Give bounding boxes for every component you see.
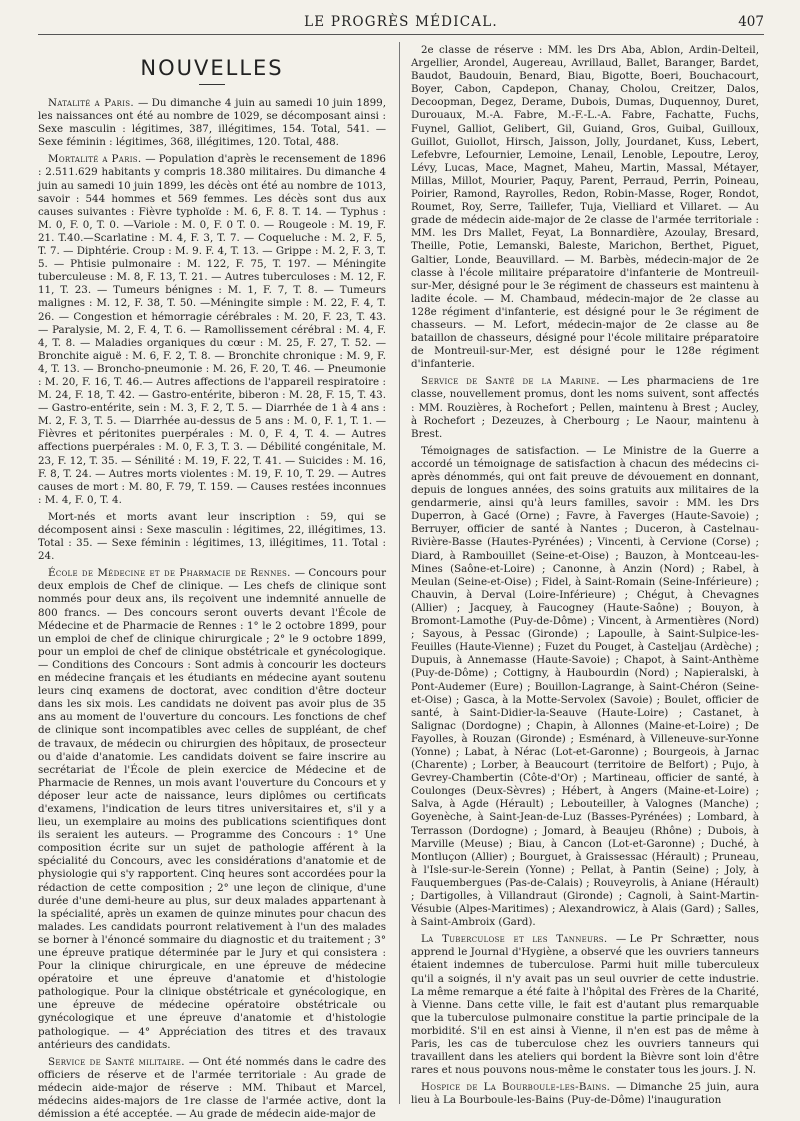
news-item-text: 2e classe de réserve : MM. les Drs Aba, Ablon, Ardin-Delteil, Argellier, Arondel, Augereau, Avrillaud, Ballet, Baranger, Bardet, Baudot, Baudouin, Benard, Biau, Bigotte, Boeri, Bouchacourt, Boyer, Cabon, Capdepon, Chanay, Cholou, Creitzer, Dalos, Decoopman, Degez, Derame, Dubois, Dumas, Duquennoy, Duret, Durouaux, M.-A. Fabre, M.-F.-L.-A. Fabre, Fachatte, Fuchs, Fuynel, Galliot, Gelibert, Gil, Guiand, Gros, Guibal, Guilloux, Guillot, Guiollot, Hirsch, Jaisson, Jolly, Jourdanet, Kuss, Lebert, Lefebvre, Lefournier, Lemoine, Lenail, Lenoble, Lepoutre, Leroy, Lévy, Lucas, Mace, Magnet, Maheu, Martin, Massal, Métayer, Millas, Millot, Mourier, Paquy, Parent, Perraud, Perrin, Poineau, Poirier, Ramond, Rayrolles, Redon, Robin-Masse, Roger, Rondot, Roumet, Roy, Serre, Taillefer, Tuja, Vielliard et Villaret. — Au grade de médecin aide-major de 2e classe de l'armée territoriale : MM. les Drs Mallet, Feyat, La Bonnardière, Azoulay, Bresard, Theille, Potie, Lemanski, Baleste, Marichon, Berthet, Piguet, Galtier, Londe, Beauvillard. — M. Barbès, médecin-major de 2e classe à l'école militaire préparatoire d'infanterie de Montreuil-sur-Mer, désigné pour le 3e régiment de chasseurs est maintenu à ladite école. — M. Chambaud, médecin-major de 2e classe au 128e régiment d'infanterie, est désigné pour le 3e régiment de chasseurs. — M. Lefort, médecin-major de 2e classe au 8e bataillon de chasseurs, désigné pour l'école militaire préparatoire de Montreuil-sur-Mer, est désigné pour le 128e régiment d'infanterie.: [411, 44, 759, 371]
news-item-lead: Hospice de La Bourboule-les-Bains. —: [421, 1081, 627, 1094]
news-item-text: Concours pour deux emplois de Chef de clinique. — Les chefs de clinique sont nommés pour deux ans, ils reçoivent une indemnité annuelle de 800 francs. — Des concours seront ouverts devant l'École de Médecine et de Pharmacie de Rennes : 1° le 2 octobre 1899, pour un emploi de chef de clinique chirurgicale ; 2° le 9 octobre 1899, pour un emploi de chef de clinique obstétricale et gynécologique. — Conditions des Concours : Sont admis à concourir les docteurs en médecine français et les étudiants en médecine ayant soutenu leurs cinq examens de doctorat, avec condition d'être docteur dans les six mois. Les candidats ne doivent pas avoir plus de 35 ans au moment de l'ouverture du concours. Les fonctions de chef de clinique sont incompatibles avec celles de suppléant, de chef de travaux, de médecin ou chirurgien des hôpitaux, de prosecteur ou d'aide d'anatomie. Les candidats doivent se faire inscrire au secrétariat de l'École de plein exercice de Médecine et de Pharmacie de Rennes, un mois avant l'ouverture du Concours et y déposer leur acte de naissance, leurs diplômes ou certificats d'examens, l'indication de leurs titres universitaires et, s'il y a lieu, un exemplaire au moins des publications scientifiques dont ils seraient les auteurs. — Programme des Concours : 1° Une composition écrite sur un sujet de pathologie afférent à la spécialité du Concours, avec les considérations d'anatomie et de physiologie qui s'y rapportent. Cinq heures sont accordées pour la rédaction de cette composition ; 2° une leçon de clinique, d'une durée d'une demi-heure au plus, sur deux malades appartenant à la spécialité, après un examen de quinze minutes pour chacun des malades. Les candidats pourront relativement à l'un des malades se borner à l'énoncé sommaire du diagnostic et du traitement ; 3° une épreuve pratique déterminée par le Jury et qui consistera : Pour la clinique chirurgicale, en une épreuve de médecine opératoire et une épreuve d'anatomie et d'histologie pathologique. Pour la clinique obstétricale et gynécologique, en une épreuve de médecine opératoire obstétricale ou gynécologique et une épreuve d'anatomie et d'histologie pathologique. — 4° Appréciation des titres et des travaux antérieurs des candidats.: [38, 567, 386, 1051]
left-column: [38, 44, 386, 1121]
news-item-text: Le Pr Schrætter, nous apprend le Journal d'Hygiène, a observé que les ouvriers tanneurs étaient indemnes de tuberculose. Parmi huit mille tuberculeux qu'il a soignés, il n'y avait pas un seul ouvrier de cette industrie. La même remarque a été faite à l'hôpital des Frères de la Charité, à Vienne. Dans cette ville, le fait est d'autant plus remarquable que la tuberculose pulmonaire constitue la partie principale de la morbidité. S'il en est ainsi à Vienne, il n'en est pas de même à Paris, les cas de tuberculose chez les ouvriers tanneurs qui travaillent dans les ateliers qui bordent la Bièvre sont loin d'être rares et nous pouvons nous-même le constater tous les jours. J. N.: [411, 933, 759, 1077]
news-item-lead: Natalité a Paris. —: [48, 97, 149, 109]
news-item-reserve-list: [411, 44, 759, 371]
news-item-lead: Mortalité a Paris. —: [48, 153, 156, 166]
right-column: [411, 44, 760, 1107]
running-head: [38, 12, 764, 35]
news-item-text: Mort-nés et morts avant leur inscription : 59, qui se décomposent ainsi : Sexe masculin : légitimes, 22, illégitimes, 13. Total : 35. — Sexe féminin : légitimes, 13, illégitimes, 11. Total : 24.: [38, 510, 386, 563]
news-item-text: Dimanche 25 juin, aura lieu à La Bourboule-les-Bains (Puy-de-Dôme) l'inauguration: [411, 1081, 760, 1107]
news-item-tuberculose: [411, 933, 759, 1077]
page-number: 407: [738, 14, 764, 30]
news-item-text: Du dimanche 4 juin au samedi 10 juin 1899, les naissances ont été au nombre de 1029, se décomposant ainsi : Sexe masculin : légitimes, 387, illégitimes, 154. Total, 541. — Sexe féminin : légitimes, 368, illégitimes, 120. Total, 488.: [38, 97, 386, 149]
news-item-text: Population d'après le recensement de 1896 : 2.511.629 habitants y compris 18.380 militaires. Du dimanche 4 juin au samedi 10 juin 1899, les décès ont été au nombre de 1013, savoir : 544 hommes et 569 femmes. Les décès sont dus aux causes suivantes : Fièvre typhoïde : M. 6, F. 8. T. 14. — Typhus : M. 0, F. 0, T. 0. —Variole : M. 0, F. 0 T. 0. — Rougeole : M. 19, F. 21. T.40.—Scarlatine : M. 4, F. 3, T. 7. — Coqueluche : M. 2, F. 5, T. 7. — Diphtérie. Croup : M. 9. F. 4, T. 13. — Grippe : M. 2, F. 3, T. 5. — Phtisie pulmonaire : M. 122, F. 75, T. 197. — Méningite tuberculeuse : M. 8, F. 13, T. 21. — Autres tuberculoses : M. 12, F. 11, T. 23. — Tumeurs bénignes : M. 1, F. 7, T. 8. — Tumeurs malignes : M. 12, F. 38, T. 50. —Méningite simple : M. 22, F. 4, T. 26. — Congestion et hémorragie cérébrales : M. 20, F. 23, T. 43. — Paralysie, M. 2, F. 4, T. 6. — Ramollissement cérébral : M. 4, F. 4, T. 8. — Maladies organiques du cœur : M. 25, F. 27, T. 52. — Bronchite aiguë : M. 6, F. 2, T. 8. — Bronchite chronique : M. 9, F. 4, T. 13. — Broncho-pneumonie : M. 26, F. 20, T. 46. — Pneumonie : M. 20, F. 16, T. 46.— Autres affections de l'appareil respiratoire : M. 24, F. 18, T. 42. — Gastro-entérite, biberon : M. 28, F. 15, T. 43. — Gastro-entérite, sein : M. 3, F. 2, T. 5. — Diarrhée de 1 à 4 ans : M. 2, F. 3, T. 5. — Diarrhée au-dessus de 5 ans : M. 0, F. 1, T. 1. — Fièvres et péritonites puerpérales : M. 0, F. 4, T. 4. — Autres affections puerpérales : M. 0, F. 3, T. 3. — Débilité congénitale, M. 23, F. 12, T. 35. — Sénilité : M. 19, F. 22, T. 41. — Suicides : M. 16, F. 8, T. 24. — Autres morts violentes : M. 19, F. 10, T. 29. — Autres causes de mort : M. 80, F. 79, T. 159. — Causes restées inconnues : M. 4, F. 0, T. 4.: [38, 153, 386, 506]
news-item-text: Témoignages de satisfaction. — Le Ministre de la Guerre a accordé un témoignage de satisfaction à chacun des médecins ci-après dénommés, qui ont fait preuve de dévouement en donnant, depuis de longues années, des soins gratuits aux militaires de la gendarmerie, ainsi qu'à leurs familles, savoir : MM. les Drs Duperron, à Gacé (Orne) ; Favre, à Faverges (Haute-Savoie) ; Berruyer, officier de santé à Nantes ; Duceron, à Castelnau-Rivière-Basse (Hautes-Pyrénées) ; Vincenti, à Cervione (Corse) ; Diard, à Rambouillet (Seine-et-Oise) ; Bauzon, à Montceau-les-Mines (Saône-et-Loire) ; Canonne, à Anzin (Nord) ; Rabel, à Meulan (Seine-et-Oise) ; Fidel, à Saint-Romain (Seine-Inférieure) ; Chauvin, à Derval (Loire-Inférieure) ; Chégut, à Chevagnes (Allier) ; Jacquey, à Faucogney (Haute-Saône) ; Bouyon, à Bromont-Lamothe (Puy-de-Dôme) ; Vincent, à Armentières (Nord) ; Sayous, à Pessac (Gironde) ; Lapoulle, à Saint-Sulpice-les-Feuilles (Haute-Vienne) ; Fuzet du Pouget, à Casteljau (Ardèche) ; Dupuis, à Annemasse (Haute-Savoie) ; Chapot, à Saint-Anthème (Puy-de-Dôme) ; Cottigny, à Haubourdin (Nord) ; Napieralski, à Pont-Audemer (Eure) ; Bouillon-Lagrange, à Saint-Chéron (Seine-et-Oise) ; Gasca, à la Motte-Servolex (Savoie) ; Boulet, officier de santé, à Saint-Didier-la-Seauve (Haute-Loire) ; Castanet, à Salignac (Dordogne) ; Chapin, à Allonnes (Maine-et-Loire) ; De Fayolles, à Rouzan (Gironde) ; Esménard, à Villeneuve-sur-Yonne (Yonne) ; Labat, à Nérac (Lot-et-Garonne) ; Bourgeois, à Jarnac (Charente) ; Lorber, à Beaucourt (territoire de Belfort) ; Pujo, à Gevrey-Chambertin (Côte-d'Or) ; Martineau, officier de santé, à Coulonges (Deux-Sèvres) ; Hébert, à Angers (Maine-et-Loire) ; Salva, à Agde (Hérault) ; Lebouteiller, à Valognes (Manche) ; Goyenèche, à Saint-Jean-de-Luz (Basses-Pyrénées) ; Lombard, à Terrasson (Dordogne) ; Jomard, à Beaujeu (Rhône) ; Dubois, à Marville (Meuse) ; Biau, à Cancon (Lot-et-Garonne) ; Duché, à Montluçon (Allier) ; Bourguet, à Graissessac (Hérault) ; Pruneau, à l'Isle-sur-le-Serein (Yonne) ; Pellat, à Pantin (Seine) ; Joly, à Fauquembergues (Pas-de-Calais) ; Rouveyrolis, à Aniane (Hérault) ; Dartigolles, à Villandraut (Gironde) ; Cagnoli, à Saint-Martin-Vésubie (Alpes-Maritimes) ; Alexandrowicz, à Alais (Gard) ; Salles, à Saint-Ambroix (Gard).: [411, 444, 759, 929]
section-title: NOUVELLES: [140, 56, 284, 80]
news-item-lead: École de Médecine et de Pharmacie de Rennes. —: [48, 567, 306, 580]
news-item-text: Ont été nommés dans le cadre des officiers de réserve et de l'armée territoriale : Au grade de médecin aide-major de réserve : MM. Thibaut et Marcel, médecins aides-majors de 1re classe de l'armée active, dont la démission a été acceptée. — Au grade de médecin aide-major de: [38, 1055, 386, 1121]
news-item-temoignages: [411, 445, 759, 929]
title-rule: [199, 84, 225, 85]
news-item-lead: Service de Santé militaire. —: [48, 1055, 200, 1068]
news-item-lead: Service de Santé de la Marine. —: [421, 375, 619, 388]
news-item-ecole-rennes: [38, 567, 386, 1051]
news-item-sante-marine: [411, 375, 759, 440]
news-item-lead: La Tuberculose et les Tanneurs. —: [421, 933, 627, 946]
news-item-mort-nes: [38, 511, 386, 563]
news-item-natalite: [38, 97, 386, 149]
news-item-text: Les pharmaciens de 1re classe, nouvellement promus, dont les noms suivent, sont affectés : MM. Rouzières, à Rochefort ; Pellen, maintenu à Brest ; Aucley, à Rochefort ; Dezeuzes, à Cherbourg ; Le Naour, maintenu à Brest.: [411, 375, 760, 440]
news-item-mortalite: [38, 153, 386, 507]
news-item-hospice-bourboule: [411, 1081, 759, 1107]
running-title: LE PROGRÈS MÉDICAL.: [304, 14, 498, 30]
column-divider: [399, 42, 400, 1104]
news-item-sante-militaire: [38, 1056, 386, 1121]
